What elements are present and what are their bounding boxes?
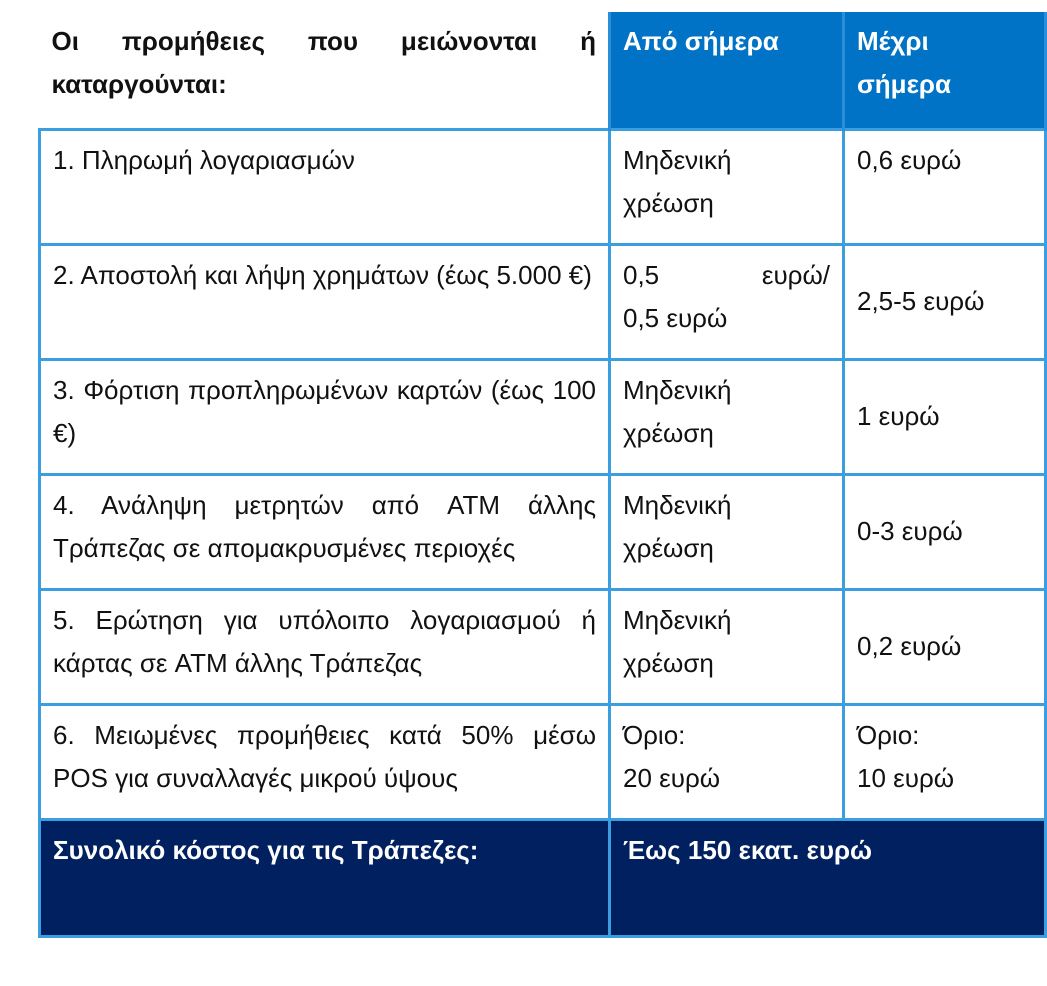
row-from-today-cell xyxy=(610,704,844,819)
table-row xyxy=(40,589,1046,704)
row-from-today-line2: χρέωση xyxy=(623,417,714,448)
row-description: 4. Ανάληψη μετρητών από ATM άλλης Τράπεζας σε απομακρυσμένες περιοχές xyxy=(53,489,596,563)
row-from-today-line1: Μηδενική xyxy=(623,604,732,635)
row-from-today-line1: Μηδενική xyxy=(623,489,732,520)
row-until-today: 1 ευρώ xyxy=(857,401,940,431)
table-header-row xyxy=(40,12,1046,129)
row-from-today-cell xyxy=(610,244,844,359)
table-row xyxy=(40,244,1046,359)
header-until-today-cell xyxy=(844,12,1046,129)
fee-reduction-table xyxy=(38,12,1047,938)
header-until-today-line1: Μέχρι xyxy=(857,26,929,56)
table-row xyxy=(40,359,1046,474)
row-from-today-line1 xyxy=(623,254,830,297)
row-until-today: 0,2 ευρώ xyxy=(857,631,962,661)
header-until-today-line2: σήμερα xyxy=(857,69,951,99)
header-from-today-text: Από σήμερα xyxy=(623,26,779,56)
table-row xyxy=(40,129,1046,244)
row-from-today-line2: 0,5 ευρώ xyxy=(623,302,728,333)
row-from-today-line1: Μηδενική xyxy=(623,374,732,405)
row-from-today-line2: χρέωση xyxy=(623,187,714,218)
row-until-today-cell xyxy=(844,589,1046,704)
table-total-row xyxy=(40,819,1046,936)
row-description: 2. Αποστολή και λήψη χρημάτων (έως 5.000 €) xyxy=(53,259,592,290)
row-from-today-cell xyxy=(610,129,844,244)
row-until-today: 0-3 ευρώ xyxy=(857,516,963,546)
header-description-cell xyxy=(40,12,610,129)
row-until-today-cell xyxy=(844,244,1046,359)
row-from-today-line1: Μηδενική xyxy=(623,144,732,175)
row-description: 5. Ερώτηση για υπόλοιπο λογαριασμού ή κάρτας σε ATM άλλης Τράπεζας xyxy=(53,604,596,678)
row-until-today-cell xyxy=(844,704,1046,819)
header-description-text: Οι προμήθειες που μειώνονται ή καταργούνται: xyxy=(51,26,596,99)
row-from-today-line2: χρέωση xyxy=(623,647,714,678)
row-from-today-word1: 0,5 xyxy=(623,259,660,290)
row-from-today-word2: ευρώ/ xyxy=(761,259,830,290)
row-until-today: 2,5-5 ευρώ xyxy=(857,286,985,316)
header-from-today-cell xyxy=(610,12,844,129)
table-row xyxy=(40,474,1046,589)
row-from-today-line2: 20 ευρώ xyxy=(623,762,721,793)
row-description: 6. Μειωμένες προμήθειες κατά 50% μέσω POS για συναλλαγές μικρού ύψους xyxy=(53,719,596,793)
row-from-today-cell xyxy=(610,589,844,704)
row-from-today-line2: χρέωση xyxy=(623,532,714,563)
row-description: 1. Πληρωμή λογαριασμών xyxy=(53,144,355,175)
row-from-today-cell xyxy=(610,474,844,589)
row-until-today-cell xyxy=(844,474,1046,589)
row-until-today: 0,6 ευρώ xyxy=(857,144,962,175)
row-until-today-cell xyxy=(844,129,1046,244)
total-value-cell xyxy=(610,819,1046,936)
table-row xyxy=(40,704,1046,819)
total-value: Έως 150 εκατ. ευρώ xyxy=(623,834,873,865)
row-description-cell xyxy=(40,474,610,589)
row-description-cell xyxy=(40,359,610,474)
row-until-today-line2: 10 ευρώ xyxy=(857,762,955,793)
row-description-cell xyxy=(40,589,610,704)
row-description-cell xyxy=(40,704,610,819)
row-description-cell xyxy=(40,129,610,244)
row-until-today-cell xyxy=(844,359,1046,474)
total-label: Συνολικό κόστος για τις Τράπεζες: xyxy=(53,834,479,865)
row-description-cell xyxy=(40,244,610,359)
row-from-today-cell xyxy=(610,359,844,474)
row-from-today-line1: Όριο: xyxy=(623,719,686,750)
total-label-cell xyxy=(40,819,610,936)
row-until-today-line1: Όριο: xyxy=(857,719,920,750)
row-description: 3. Φόρτιση προπληρωμένων καρτών (έως 100 €) xyxy=(53,374,596,448)
